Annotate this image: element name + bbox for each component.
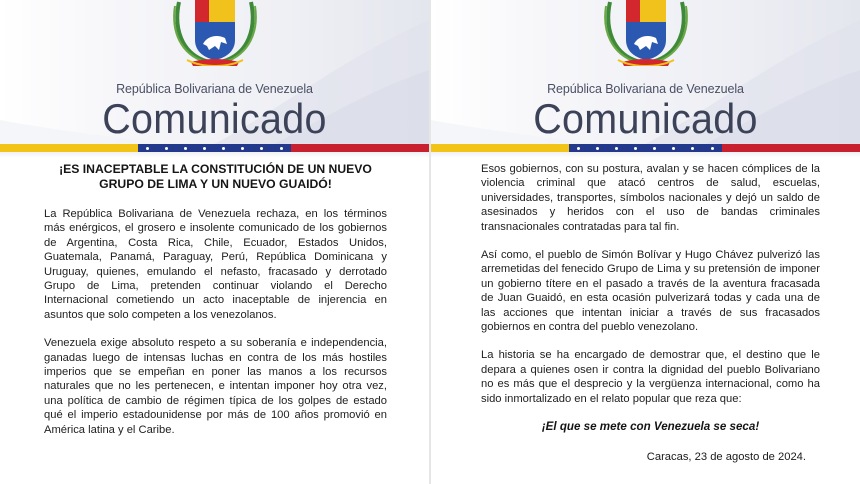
- star-icon: [596, 147, 599, 150]
- letterhead: [0, 0, 429, 160]
- page-2-body: [481, 162, 820, 464]
- star-icon: [260, 147, 263, 150]
- communique-title: ¡ES INACEPTABLE LA CONSTITUCIÓN DE UN NUEVO GRUPO DE LIMA Y UN NUEVO GUAIDÓ!: [59, 162, 372, 191]
- star-icon: [672, 147, 675, 150]
- star-icon: [241, 147, 244, 150]
- flag-color-bar: [431, 144, 860, 152]
- star-icon: [577, 147, 580, 150]
- paragraph: La historia se ha encargado de demostrar que, el destino que le depara a quienes osen ir contra la dignidad del pueblo Bolivariano no es más que el desprecio y la vergüenza internacional, como ha sido inmortalizado en el relato popular que reza que:: [481, 349, 820, 405]
- paragraph: Esos gobiernos, con su postura, avalan y se hacen cómplices de la violencia criminal que atacó centros de salud, escuelas, universidades, transportes, símbolos nacionales y dejó un saldo de asesinados y heridos con el uso de bandas criminales transnacionales contratadas para tal fin.: [481, 163, 820, 233]
- flag-red-band: [291, 144, 429, 152]
- document-heading: Comunicado: [102, 95, 327, 142]
- star-icon: [691, 147, 694, 150]
- letterhead: [431, 0, 860, 160]
- communique-page-2: [431, 0, 860, 484]
- flag-yellow-band: [431, 144, 569, 152]
- star-icon: [634, 147, 637, 150]
- flag-blue-band: [138, 144, 290, 152]
- paragraph: La República Bolivariana de Venezuela rechaza, en los términos más enérgicos, el grosero e insolente comunicado de los gobiernos de Argentina, Costa Rica, Chile, Ecuador, Estados Unidos, Guatemala, Panamá, Paraguay, Perú, República Dominicana y Uruguay, quienes, emulando el nefasto, fracasado y derrotado Grupo de Lima, pretenden continuar violando el Derecho Internacional cometiendo un acto inaceptable de injerencia en asuntos que solo competen a los venezolanos.: [44, 208, 387, 321]
- flag-red-band: [722, 144, 860, 152]
- republic-name: República Bolivariana de Venezuela: [547, 82, 744, 96]
- star-icon: [203, 147, 206, 150]
- place-and-date: Caracas, 23 de agosto de 2024.: [646, 451, 806, 464]
- paragraph: Así como, el pueblo de Simón Bolívar y Hugo Chávez pulverizó las arremetidas del fenecido Grupo de Lima y su pretensión de imponer un gobierno títere en el pasado a través de la aventura fracasada de Juan Guaidó, en esta ocasión pulverizará todas y cada una de las acciones que intentan iniciar a través de sus fracasados gobiernos en contra del pueblo venezolano.: [481, 249, 820, 334]
- bar-shadow: [431, 152, 860, 158]
- flag-color-bar: [0, 144, 429, 152]
- flag-yellow-band: [0, 144, 138, 152]
- venezuela-coat-of-arms-icon: [596, 0, 696, 66]
- communique-page-1: [0, 0, 429, 484]
- star-icon: [184, 147, 187, 150]
- star-icon: [615, 147, 618, 150]
- paragraph: Venezuela exige absoluto respeto a su soberanía e independencia, ganadas luego de intensas luchas en contra de los más hostiles imperios que se empeñan en poner las manos a los recursos naturales que no les pertenecen, e intentan imponer hoy otra vez, una política de cambio de régimen típica de los golpes de estado qué el imperio estadounidense por más de 100 años promovió en América latina y el Caribe.: [44, 337, 387, 436]
- flag-blue-band: [569, 144, 721, 152]
- page-1-body: [44, 162, 387, 451]
- closing-slogan: ¡El que se mete con Venezuela se seca!: [541, 420, 760, 434]
- bar-shadow: [0, 152, 429, 158]
- flag-stars: [569, 145, 721, 151]
- star-icon: [711, 147, 714, 150]
- flag-stars: [138, 145, 290, 151]
- star-icon: [146, 147, 149, 150]
- document-heading: Comunicado: [533, 95, 758, 142]
- star-icon: [280, 147, 283, 150]
- star-icon: [222, 147, 225, 150]
- star-icon: [653, 147, 656, 150]
- star-icon: [165, 147, 168, 150]
- venezuela-coat-of-arms-icon: [165, 0, 265, 66]
- republic-name: República Bolivariana de Venezuela: [116, 82, 313, 96]
